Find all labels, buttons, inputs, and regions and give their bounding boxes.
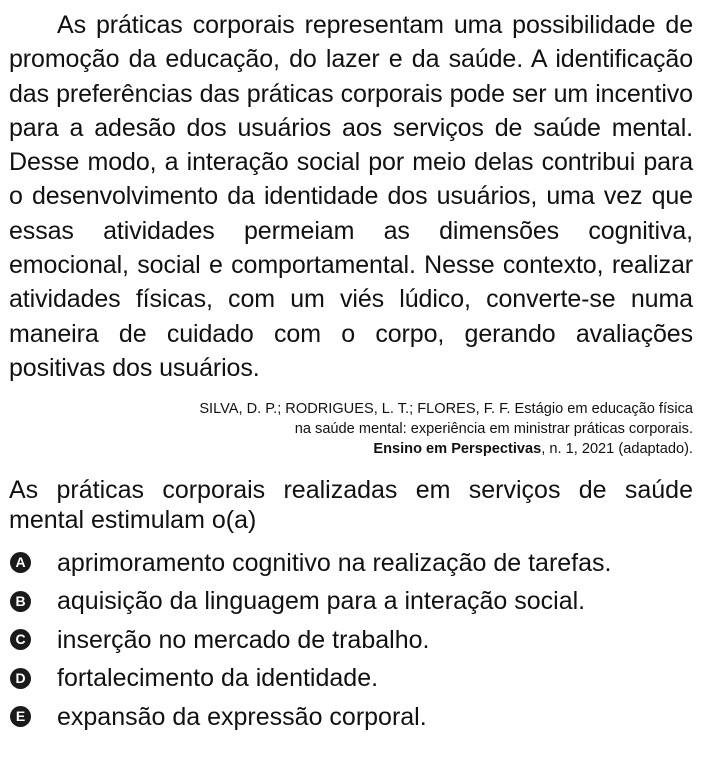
option-e[interactable] [9, 697, 693, 736]
option-a-letter-badge: A [10, 552, 31, 573]
citation [9, 399, 693, 459]
option-e-letter-badge: E [10, 706, 31, 727]
citation-line-1: SILVA, D. P.; RODRIGUES, L. T.; FLORES, F. F. Estágio em educação física [199, 401, 693, 418]
option-c[interactable] [9, 620, 693, 659]
citation-details: , n. 1, 2021 (adaptado). [541, 441, 693, 458]
option-b[interactable] [9, 582, 693, 621]
exam-question [9, 8, 693, 736]
passage-text: As práticas corporais representam uma possibilidade de promoção da educação, do lazer e da saúde. A identificação das preferências das práticas corporais pode ser um incentivo para a adesão dos usuários aos serviços de saúde mental. Desse modo, a interação social por meio delas contribui para o desenvolvimento da identidade dos usuários, uma vez que essas atividades permeiam as dimensões cognitiva, emocional, social e comportamental. Nesse contexto, realizar atividades físicas, com um viés lúdico, converte-se numa maneira de cuidado com o corpo, gerando avaliações positivas dos usuários. [9, 11, 693, 382]
option-c-text: inserção no mercado de trabalho. [57, 625, 430, 654]
option-b-text: aquisição da linguagem para a interação social. [57, 587, 586, 616]
option-e-text: expansão da expressão corporal. [57, 702, 427, 731]
option-a[interactable] [9, 543, 693, 582]
option-d-letter-badge: D [10, 668, 31, 689]
option-c-letter-badge: C [10, 629, 31, 650]
citation-journal: Ensino em Perspectivas [373, 441, 542, 458]
citation-line-2: na saúde mental: experiência em ministrar práticas corporais. [294, 421, 693, 438]
citation-line-3 [9, 439, 693, 459]
option-b-letter-badge: B [10, 591, 31, 612]
answer-options [9, 543, 693, 736]
option-d[interactable] [9, 659, 693, 698]
option-d-text: fortalecimento da identidade. [57, 664, 379, 693]
question-stem: As práticas corporais realizadas em serviços de saúde mental estimulam o(a) [9, 476, 693, 535]
option-a-text: aprimoramento cognitivo na realização de tarefas. [57, 548, 612, 577]
